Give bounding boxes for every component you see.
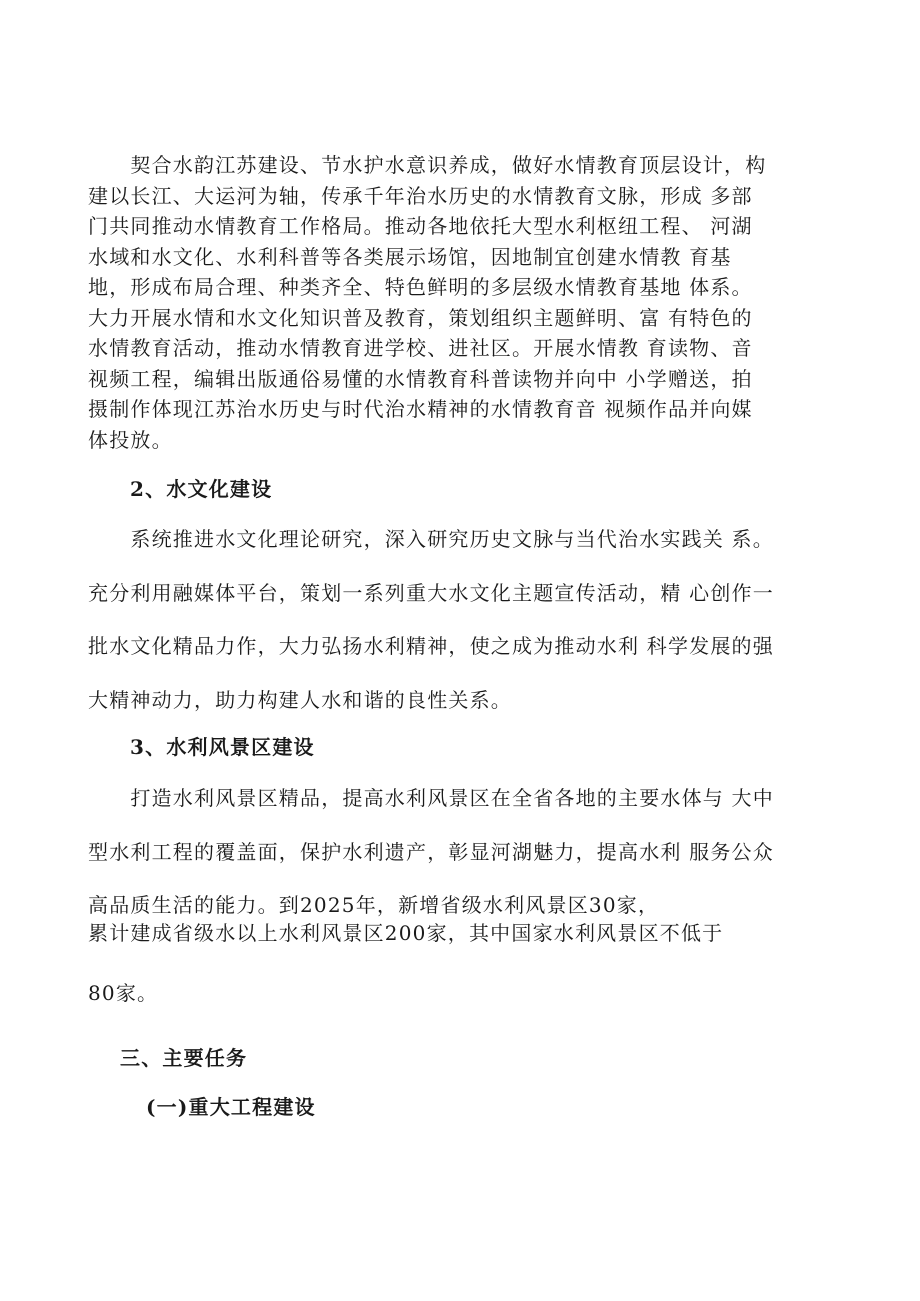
paragraph-line: 高品质生活的能力。到2025年，新增省级水利风景区30家， [88, 893, 660, 917]
paragraph-line: 视频工程，编辑出版通俗易懂的水情教育科普读物并向中 小学赠送，拍 [88, 366, 753, 391]
paragraph-line: 批水文化精品力作，大力弘扬水利精神，使之成为推动水利 科学发展的强 [88, 634, 774, 658]
paragraph-line: 地，形成布局合理、种类齐全、特色鲜明的多层级水情教育基地 体系。 [88, 275, 753, 299]
paragraph-line: 体投放。 [88, 427, 173, 452]
paragraph-line: 摄制作体现江苏治水历史与时代治水精神的水情教育音 视频作品并向媒 [88, 397, 753, 421]
paragraph-line: 契合水韵江苏建设、节水护水意识养成，做好水情教育顶层设计，构 [88, 153, 767, 177]
scenic-area-paragraph-end [88, 978, 840, 1009]
subsection-heading-major-projects: (一)重大工程建设 [146, 1095, 316, 1119]
paragraph-line: 水情教育活动，推动水情教育进学校、进社区。开展水情教 育读物、音 [88, 336, 753, 360]
paragraph-line: 建以长江、大运河为轴，传承千年治水历史的水情教育文脉，形成 多部 [88, 183, 753, 208]
paragraph-line: 大力开展水情和水文化知识普及教育，策划组织主题鲜明、富 有特色的 [88, 305, 753, 330]
section-heading-water-culture: 2、水文化建设 [130, 477, 273, 501]
paragraph-line: 系统推进水文化理论研究，深入研究历史文脉与当代治水实践关 系。 [88, 527, 774, 551]
paragraph-line: 充分利用融媒体平台，策划一系列重大水文化主题宣传活动，精 心创作一 [88, 580, 774, 605]
paragraph-line: 大精神动力，助力构建人水和谐的良性关系。 [88, 687, 512, 712]
chapter-heading-main-tasks: 三、主要任务 [120, 1046, 248, 1070]
paragraph-line: 打造水利风景区精品，提高水利风景区在全省各地的主要水体与 大中 [88, 786, 774, 810]
paragraph-line: 型水利工程的覆盖面，保护水利遗产，彰显河湖魅力，提高水利 服务公众 [88, 839, 774, 864]
paragraph-line: 累计建成省级水以上水利风景区200家，其中国家水利风景区不低于 [88, 921, 724, 945]
water-culture-paragraph [88, 513, 840, 727]
paragraph-line: 水域和水文化、水利科普等各类展示场馆，因地制宜创建水情教 育基 [88, 244, 732, 269]
scenic-area-paragraph [88, 772, 840, 933]
intro-paragraph [88, 150, 840, 455]
section-heading-scenic-area: 3、水利风景区建设 [130, 735, 315, 759]
paragraph-line: 门共同推动水情教育工作格局。推动各地依托大型水利枢纽工程、 河湖 [88, 214, 753, 238]
paragraph-line: 80家。 [88, 981, 159, 1005]
scenic-area-paragraph-continued [88, 918, 840, 949]
